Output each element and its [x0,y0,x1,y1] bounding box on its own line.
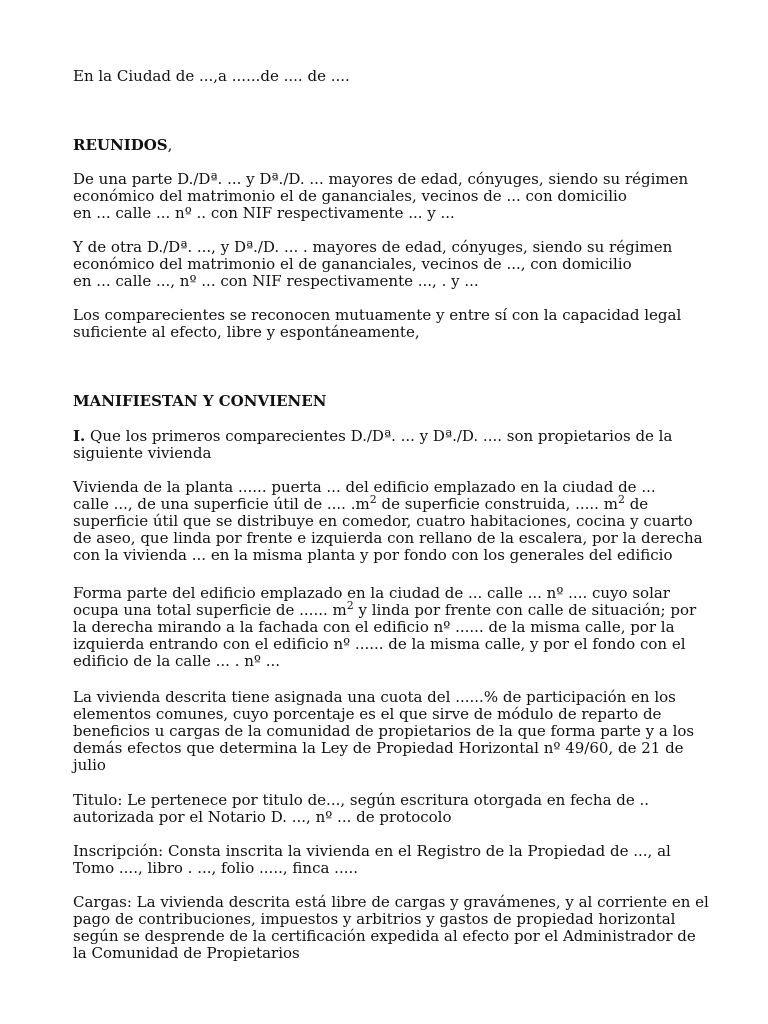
clause-one-text-line-1: Que los primeros comparecientes D./Dª. ... y Dª./D. .... son propietarios de la [85,427,673,445]
inscription-paragraph: Inscripción: Consta inscrita la vivienda en el Registro de la Propiedad de ..., al Tomo ...., libro . ..., folio ....., finca ..... [73,842,671,877]
date-line: En la Ciudad de ...,a ......de .... de .... [73,67,350,85]
reunidos-comma: , [167,136,173,154]
party-one-paragraph: De una parte D./Dª. ... y Dª./D. ... mayores de edad, cónyuges, siendo su régimen económico del matrimonio el de gananciales, vecinos de ... con domicilio en ... calle ... nº .. con NIF respectivamente ... y ... [73,170,689,222]
quota-paragraph: La vivienda descrita tiene asignada una cuota del ......% de participación en los elementos comunes, cuyo porcentaje es el que sirve de módulo de reparto de beneficios u cargas de la comunidad de propietarios de la que forma parte y a los demás efectos que determina la Ley de Propiedad Horizontal nº 49/60, de 21 de julio [73,688,695,774]
reunidos-heading [73,137,743,154]
title-paragraph: Titulo: Le pertenece por titulo de..., según escritura otorgada en fecha de .. autorizada por el Notario D. ..., nº ... de protocolo [73,791,650,826]
capacity-paragraph: Los comparecientes se reconocen mutuamente y entre sí con la capacidad legal suficiente al efecto, libre y espontáneamente, [73,306,682,341]
building-paragraph: Forma parte del edificio emplazado en la ciudad de ... calle ... nº .... cuyo solar ocupa una total superficie de ...... $m^2$ y linda por frente con calle de situación; por la derecha mirando a la fachada con el edificio nº ...... de la misma calle, por la izquierda entrando con el edificio nº ...... de la misma calle, y por el fondo con el edificio de la calle ... . nº ... [73,584,697,670]
reunidos-title: REUNIDOS [73,136,168,154]
clause-one-number: I. [73,427,86,445]
party-two-paragraph: Y de otra D./Dª. ..., y Dª./D. ... . mayores de edad, cónyuges, siendo su régimen económico del matrimonio el de gananciales, vecinos de ..., con domicilio en ... calle ..., nº ... con NIF respectivamente ..., . y ... [73,238,673,290]
charges-paragraph: Cargas: La vivienda descrita está libre de cargas y gravámenes, y al corriente en el pago de contribuciones, impuestos y arbitrios y gastos de propiedad horizontal según se desprende de la certificación expedida al efecto por el Administrador de la Comunidad de Propietarios [73,893,709,962]
clause-one-paragraph: I. Que los primeros comparecientes D./Dª. ... y Dª./D. .... son propietarios de la siguiente vivienda [73,427,673,462]
manifiestan-heading: MANIFIESTAN Y CONVIENEN [73,392,327,410]
dwelling-paragraph: Vivienda de la planta ...... puerta ... del edificio emplazado en la ciudad de ... calle ..., de una superficie útil de .... $.m^2$ de superficie construida, ..... $m^2$ de superficie útil que se distribuye en comedor, cuatro habitaciones, cocina y cuarto de aseo, que linda por frente e izquierda con rellano de la escalera, por la derecha con la vivienda ... en la misma planta y por fondo con los generales del edificio [73,478,703,564]
